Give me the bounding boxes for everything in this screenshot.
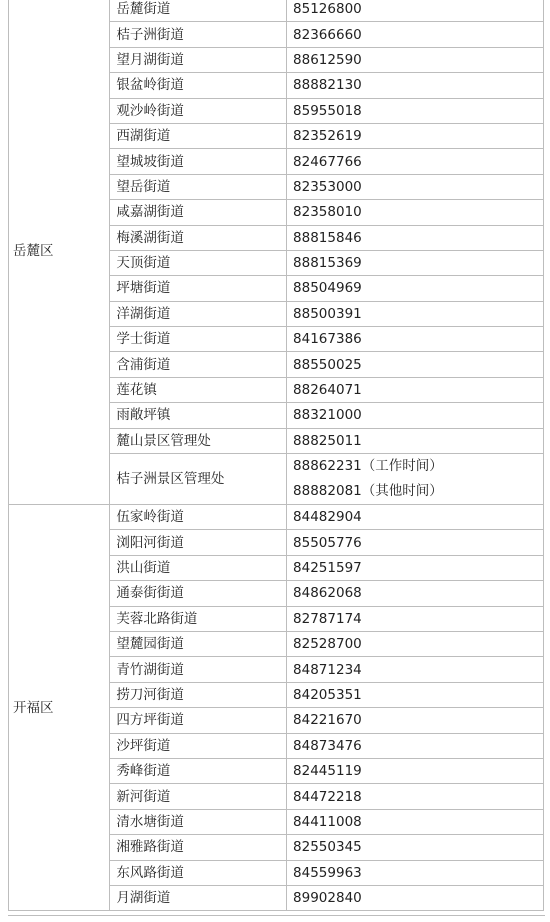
phone-number: 84411008 [287,809,544,834]
phone-number: 82787174 [287,606,544,631]
street-name: 月湖街道 [110,885,287,910]
street-name: 望岳街道 [110,174,287,199]
phone-number: 82352619 [287,123,544,148]
street-name: 洋湖街道 [110,301,287,326]
phone-number: 84862068 [287,581,544,606]
phone-number: 85126800 [287,0,544,22]
phone-number: 88612590 [287,47,544,72]
street-name: 浏阳河街道 [110,530,287,555]
phone-number: 88500391 [287,301,544,326]
phone-number: 84873476 [287,733,544,758]
street-name: 咸嘉湖街道 [110,200,287,225]
phone-number: 82445119 [287,758,544,783]
street-name: 莲花镇 [110,377,287,402]
street-name: 秀峰街道 [110,758,287,783]
street-name: 东风路街道 [110,860,287,885]
phone-number: 82550345 [287,835,544,860]
phone-number: 82358010 [287,200,544,225]
phone-work-hours: 88862231（工作时间） [293,458,443,475]
phone-number: 88815369 [287,250,544,275]
street-name: 伍家岭街道 [110,505,287,530]
street-name: 桔子洲街道 [110,22,287,47]
street-name: 望麓园街道 [110,631,287,656]
phone-number: 84482904 [287,505,544,530]
phone-number: 82353000 [287,174,544,199]
street-name: 沙坪街道 [110,733,287,758]
phone-number: 88882130 [287,73,544,98]
street-name: 梅溪湖街道 [110,225,287,250]
phone-number: 88321000 [287,403,544,428]
street-name: 岳麓街道 [110,0,287,22]
phone-number: 85505776 [287,530,544,555]
district-name: 岳麓区 [9,0,110,505]
phone-number: 88825011 [287,428,544,453]
contact-table [8,0,544,911]
phone-number: 88264071 [287,377,544,402]
contact-table-body [9,0,544,911]
phone-number: 85955018 [287,98,544,123]
table-row [9,505,544,530]
phone-number: 84472218 [287,784,544,809]
street-name: 观沙岭街道 [110,98,287,123]
street-name: 银盆岭街道 [110,73,287,98]
table-row [9,0,544,22]
street-name: 望城坡街道 [110,149,287,174]
street-name: 天顶街道 [110,250,287,275]
phone-other-hours: 88882081（其他时间） [293,483,443,500]
street-name: 青竹湖街道 [110,657,287,682]
phone-number: 82528700 [287,631,544,656]
street-name: 学士街道 [110,327,287,352]
phone-number: 82366660 [287,22,544,47]
street-name: 芙蓉北路街道 [110,606,287,631]
street-name: 洪山街道 [110,555,287,580]
phone-number: 84205351 [287,682,544,707]
phone-number: 88815846 [287,225,544,250]
street-name: 四方坪街道 [110,708,287,733]
phone-number: 82467766 [287,149,544,174]
phone-number: 89902840 [287,885,544,910]
street-name: 含浦街道 [110,352,287,377]
street-name: 坪塘街道 [110,276,287,301]
phone-number: 84559963 [287,860,544,885]
street-name: 捞刀河街道 [110,682,287,707]
phone-number: 88504969 [287,276,544,301]
street-name: 西湖街道 [110,123,287,148]
phone-number: 84251597 [287,555,544,580]
phone-number: 84221670 [287,708,544,733]
street-name: 麓山景区管理处 [110,428,287,453]
street-name: 新河街道 [110,784,287,809]
phone-number: 84167386 [287,327,544,352]
street-name: 通泰街街道 [110,581,287,606]
street-name: 湘雅路街道 [110,835,287,860]
district-name: 开福区 [9,505,110,911]
street-name: 清水塘街道 [110,809,287,834]
phone-number: 88550025 [287,352,544,377]
street-name: 望月湖街道 [110,47,287,72]
street-name: 桔子洲景区管理处 [110,454,287,505]
phone-number: 84871234 [287,657,544,682]
phone-number-multi [287,454,544,505]
street-name: 雨敞坪镇 [110,403,287,428]
